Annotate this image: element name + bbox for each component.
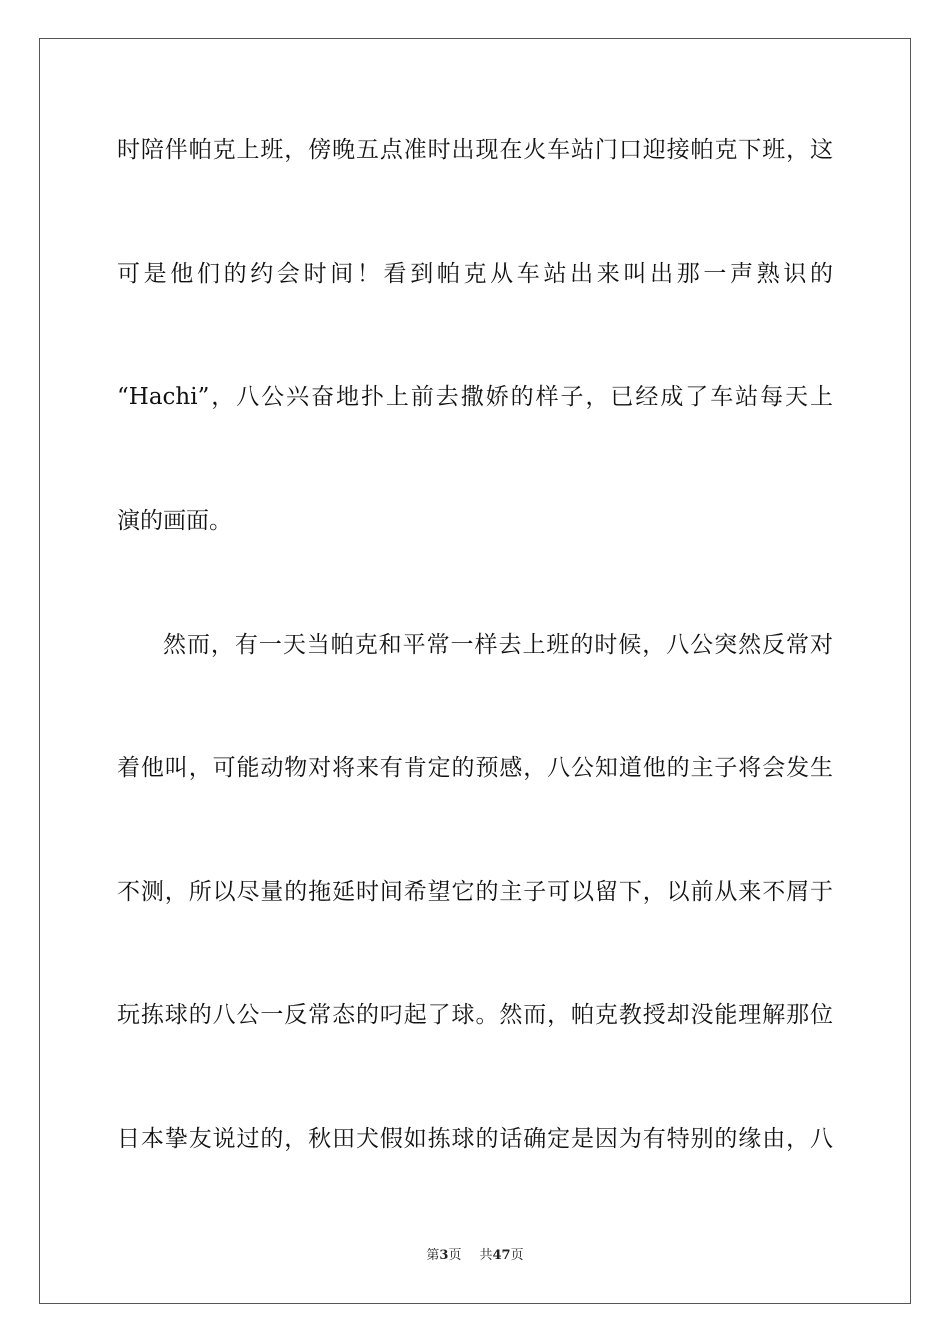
- total-prefix: 共: [479, 1248, 493, 1263]
- page-number: 3: [439, 1248, 449, 1263]
- page-footer: [0, 1247, 950, 1265]
- text-line: “Hachi”，八公兴奋地扑上前去撒娇的样子，已经成了车站每天上: [117, 384, 833, 410]
- paragraph-first-line: 然而，有一天当帕克和平常一样去上班的时候，八公突然反常对: [163, 632, 833, 658]
- page-border: [39, 38, 911, 1304]
- text-line: 可是他们的约会时间！看到帕克从车站出来叫出那一声熟识的: [117, 261, 833, 287]
- text-line: 着他叫，可能动物对将来有肯定的预感，八公知道他的主子将会发生: [117, 755, 833, 781]
- text-line: 日本挚友说过的，秋田犬假如拣球的话确定是因为有特别的缘由，八: [117, 1126, 833, 1152]
- text-line: 玩拣球的八公一反常态的叼起了球。然而，帕克教授却没能理解那位: [117, 1002, 833, 1028]
- page-prefix: 第: [426, 1248, 440, 1263]
- text-line: 演的画面。: [117, 508, 232, 534]
- text-line: 不测，所以尽量的拖延时间希望它的主子可以留下，以前从来不屑于: [117, 879, 833, 905]
- page-suffix: 页: [448, 1248, 462, 1263]
- total-pages: 47: [492, 1248, 511, 1263]
- text-line: 时陪伴帕克上班，傍晚五点准时出现在火车站门口迎接帕克下班，这: [117, 137, 833, 163]
- total-suffix: 页: [510, 1248, 524, 1263]
